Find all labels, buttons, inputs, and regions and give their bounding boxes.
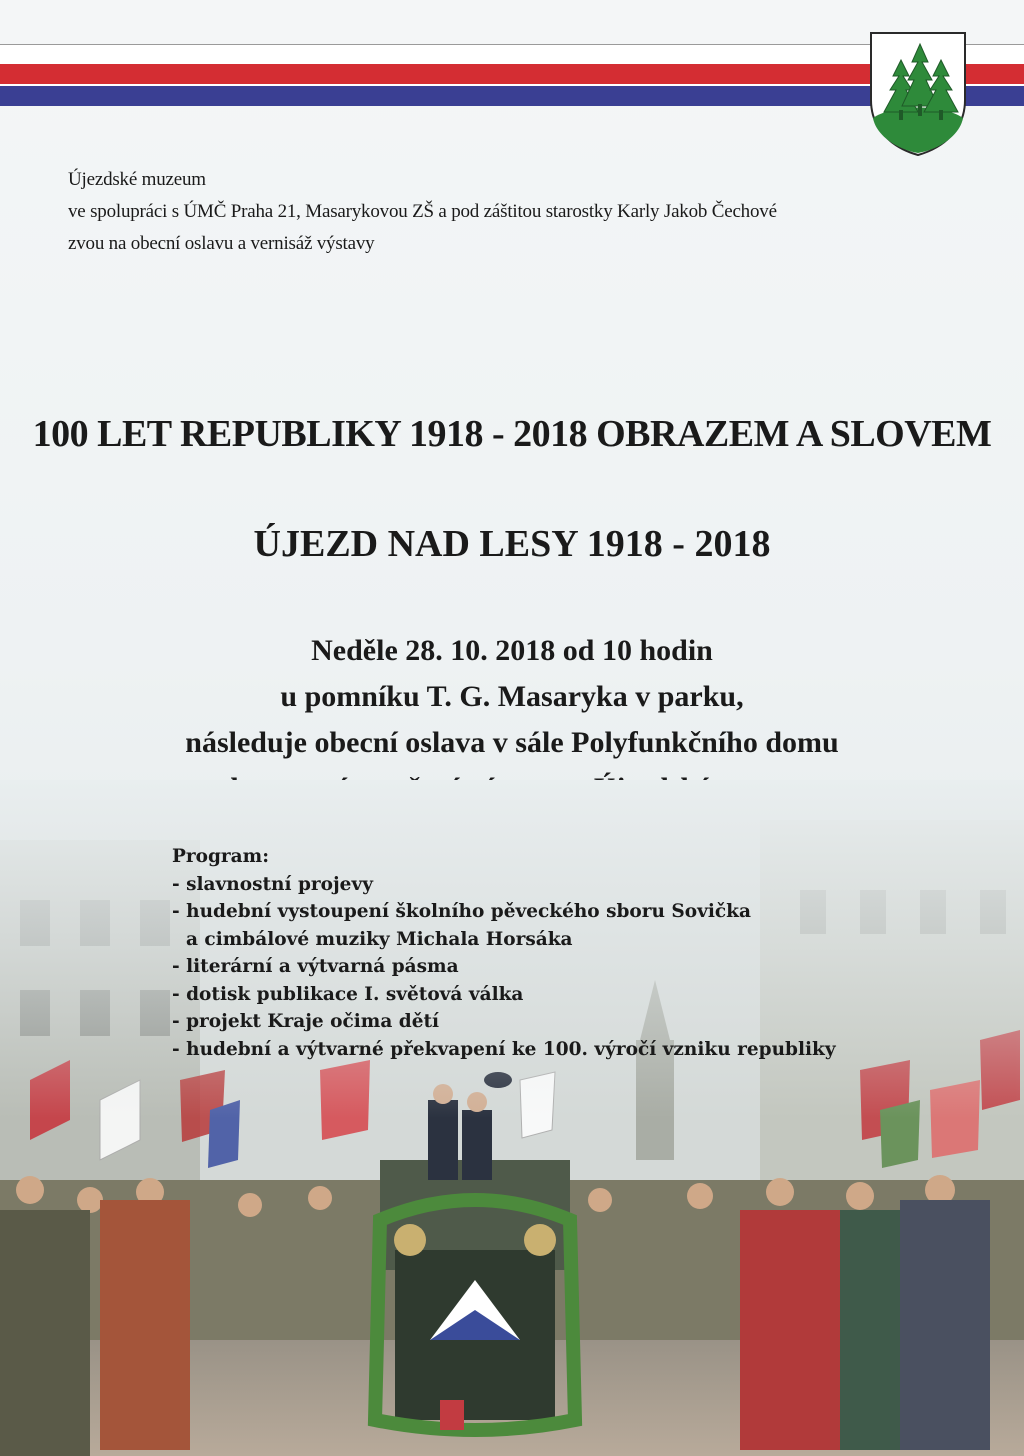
sub-title: ÚJEZD NAD LESY 1918 - 2018 [253, 523, 771, 565]
main-title: 100 LET REPUBLIKY 1918 - 2018 OBRAZEM A SLOVEM [32, 413, 992, 455]
program-item: - literární a výtvarná pásma [172, 956, 459, 977]
program-item: - dotisk publikace I. světová válka [172, 983, 524, 1005]
event-line-3: následuje obecní oslava v sále Polyfunkčního domu [185, 726, 839, 759]
invite-line-1: Újezdské muzeum [68, 169, 206, 190]
program-list [172, 843, 972, 1063]
invitation-text [68, 164, 848, 260]
event-line-2: u pomníku T. G. Masaryka v parku, [280, 680, 744, 713]
program-item: a cimbálové muziky Michala Horsáka [186, 928, 573, 950]
program-item: - slavnostní projevy [172, 873, 373, 895]
program-item: - hudební vystoupení školního pěveckého sboru Sovička [172, 901, 751, 922]
program-item: - projekt Kraje očima dětí [172, 1011, 440, 1032]
invite-line-2: ve spolupráci s ÚMČ Praha 21, Masarykovou ZŠ a pod záštitou starostky Karly Jakob Čechové [68, 201, 777, 222]
program-heading: Program: [172, 846, 270, 867]
program-item: - hudební a výtvarné překvapení ke 100. výročí vzniku republiky [172, 1038, 836, 1060]
invite-line-3: zvou na obecní oslavu a vernisáž výstavy [68, 233, 375, 254]
event-line-1: Neděle 28. 10. 2018 od 10 hodin [311, 634, 713, 667]
coat-of-arms-icon [868, 30, 968, 158]
